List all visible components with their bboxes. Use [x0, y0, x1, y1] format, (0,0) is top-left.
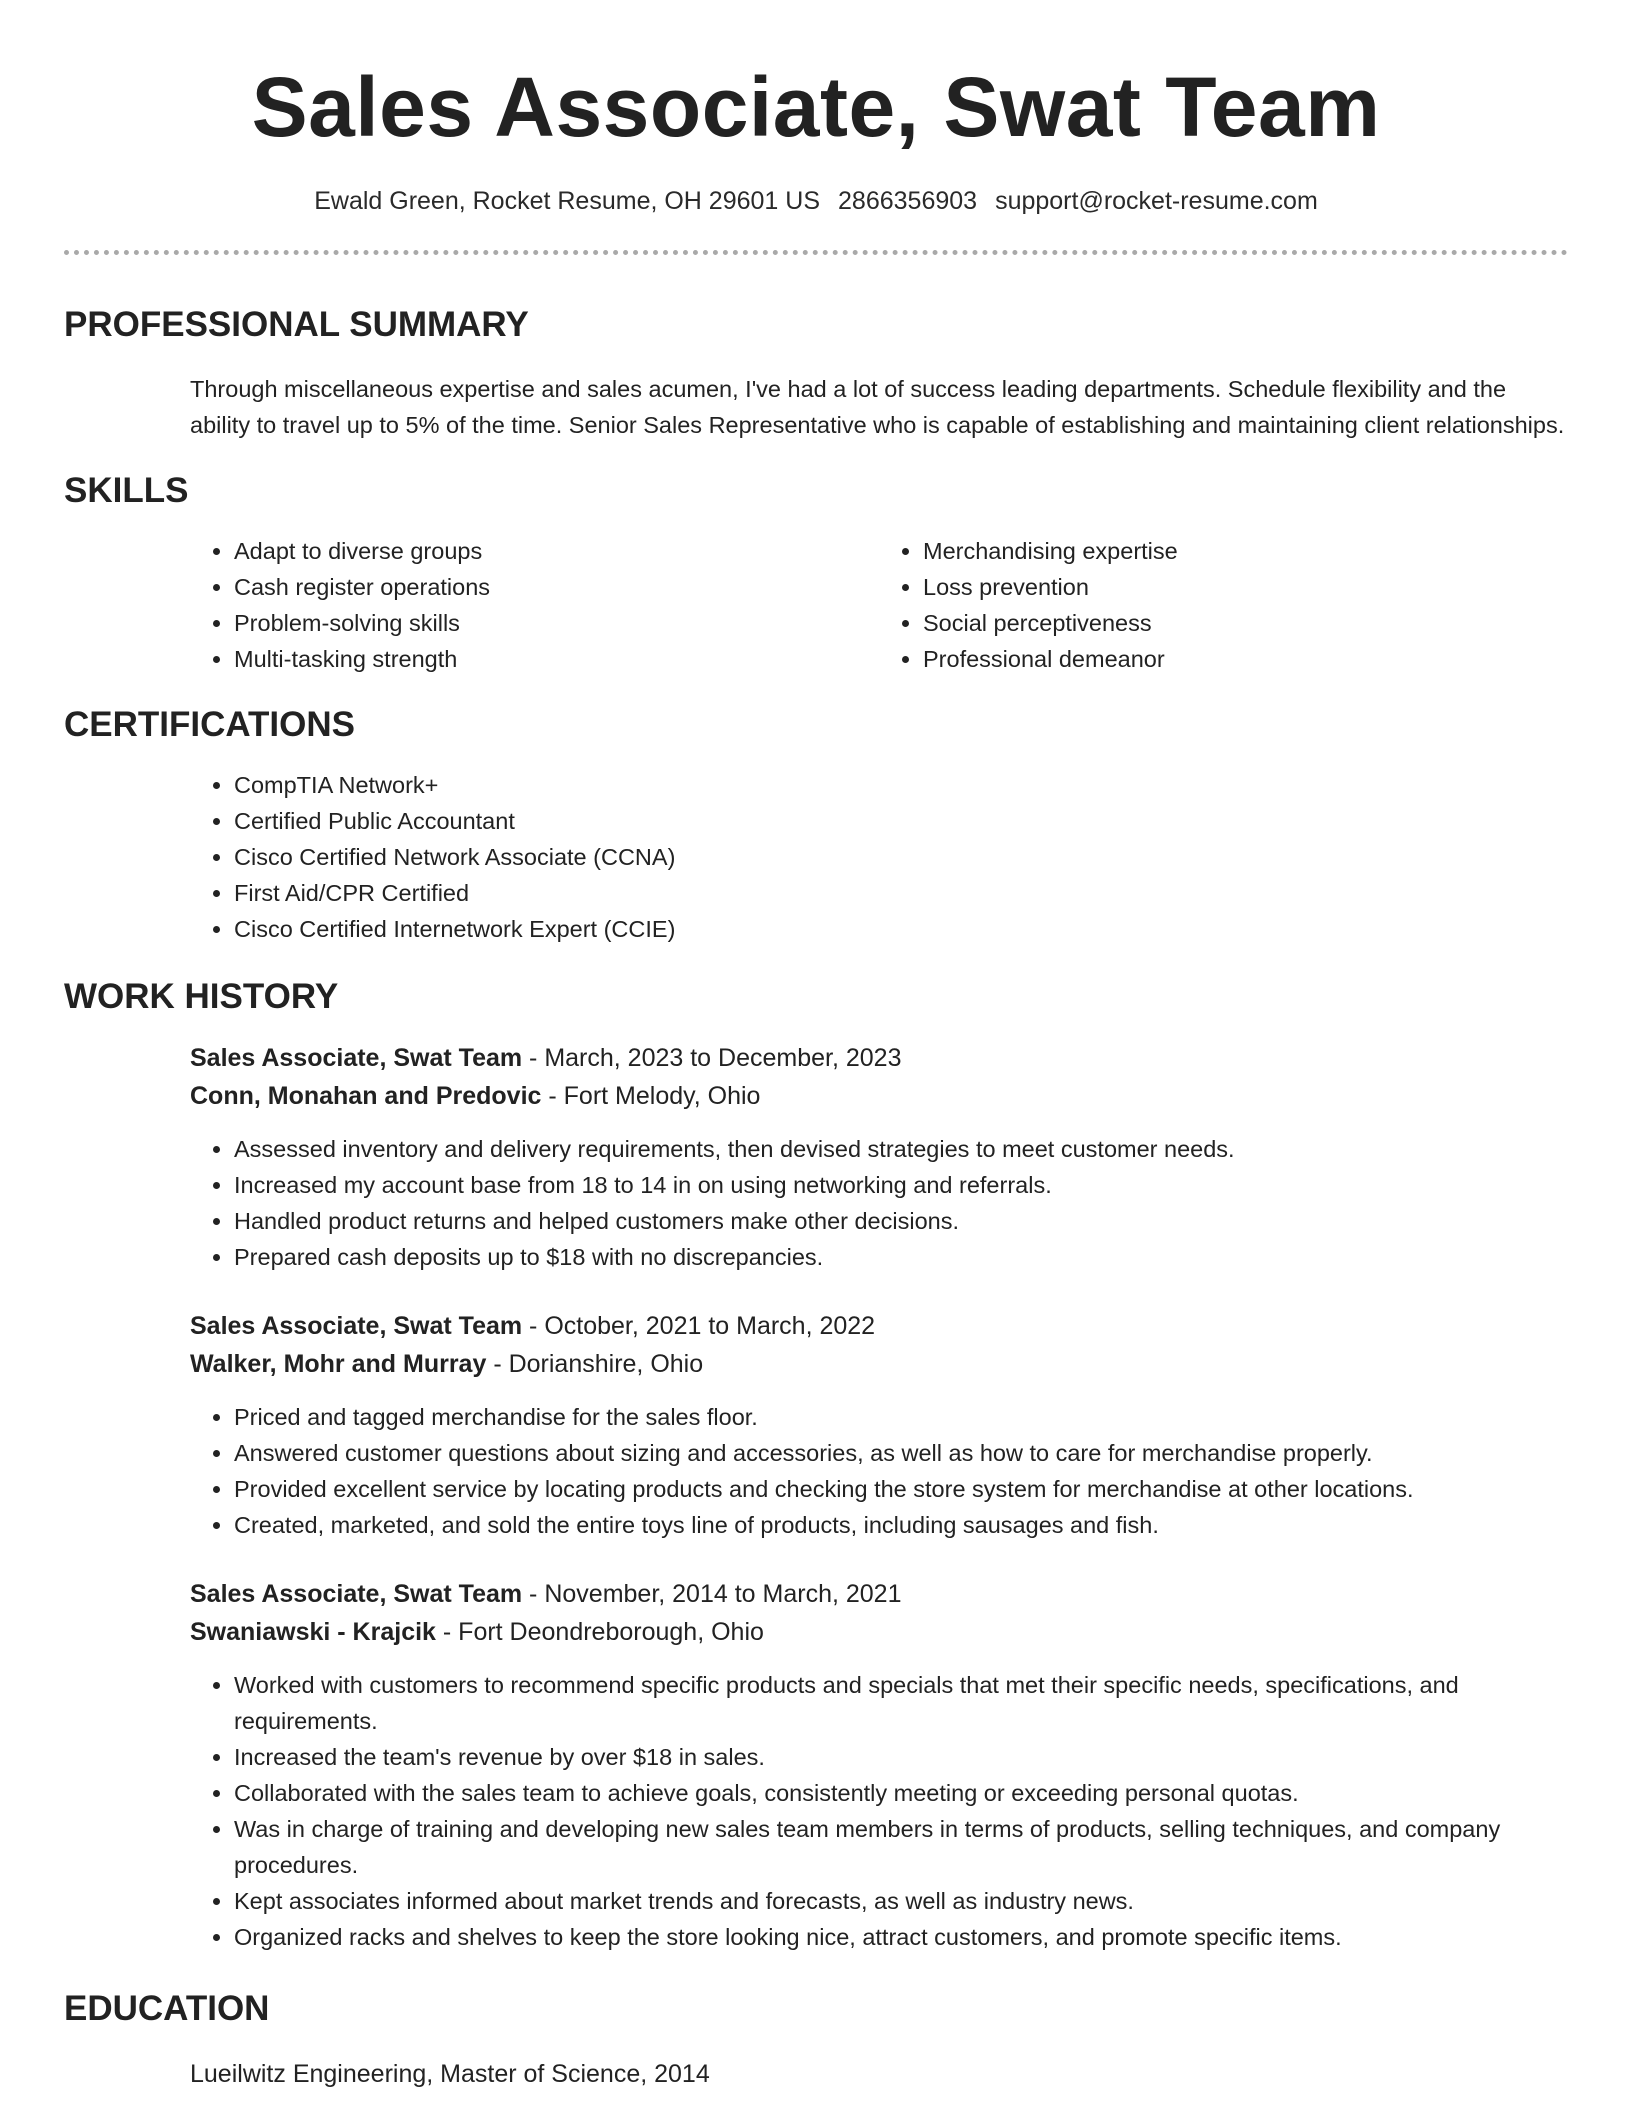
- job-bullets: [190, 1667, 1568, 1955]
- job-location: - Fort Melody, Ohio: [541, 1082, 761, 1110]
- skill-item: • Merchandising expertise: [923, 533, 1568, 569]
- job-bullet: • Handled product returns and helped customers make other decisions.: [234, 1203, 1568, 1239]
- job-title: Sales Associate, Swat Team: [190, 1580, 523, 1608]
- job-bullet: • Provided excellent service by locating products and checking the store system for merchandise at other locations.: [234, 1471, 1568, 1507]
- job-bullet: • Increased my account base from 18 to 14 in on using networking and referrals.: [234, 1167, 1568, 1203]
- education-entry: Lueilwitz Engineering, Master of Science, 2014: [190, 2060, 710, 2088]
- summary-section: [64, 303, 1568, 443]
- job-bullet: • Prepared cash deposits up to $18 with no discrepancies.: [234, 1239, 1568, 1275]
- job-title-line: [190, 1039, 1568, 1077]
- skills-heading: SKILLS: [64, 471, 189, 510]
- skill-item: • Professional demeanor: [923, 641, 1568, 677]
- summary-text: Through miscellaneous expertise and sales acumen, I've had a lot of success leading departments. Schedule flexibility and the ability to travel up to 5% of the time. Senior Sales Representative who is capable of establishing and maintaining client relationships.: [190, 376, 1565, 438]
- certification-item: • CompTIA Network+: [234, 767, 1568, 803]
- skills-list-left: [190, 533, 879, 677]
- skills-grid: [64, 533, 1568, 677]
- contact-phone: 2866356903: [838, 187, 978, 215]
- work-history-body: [64, 1039, 1568, 1955]
- job-dates: - November, 2014 to March, 2021: [522, 1580, 902, 1608]
- job-bullet: • Priced and tagged merchandise for the sales floor.: [234, 1399, 1568, 1435]
- contact-line: [64, 184, 1568, 218]
- job-company: Walker, Mohr and Murray: [190, 1350, 487, 1378]
- certification-item: • First Aid/CPR Certified: [234, 875, 1568, 911]
- job-title-line: [190, 1575, 1568, 1613]
- education-heading: EDUCATION: [64, 1989, 270, 2028]
- education-section: [64, 1987, 1568, 2093]
- job-title: Sales Associate, Swat Team: [190, 1312, 523, 1340]
- job-company-line: [190, 1345, 1568, 1383]
- job-bullet: • Collaborated with the sales team to achieve goals, consistently meeting or exceeding personal quotas.: [234, 1775, 1568, 1811]
- skill-item: • Social perceptiveness: [923, 605, 1568, 641]
- job-location: - Dorianshire, Ohio: [486, 1350, 704, 1378]
- contact-email: support@rocket-resume.com: [995, 187, 1318, 215]
- job-bullet: • Created, marketed, and sold the entire toys line of products, including sausages and fish.: [234, 1507, 1568, 1543]
- job-dates: - March, 2023 to December, 2023: [522, 1044, 902, 1072]
- job-company: Swaniawski - Krajcik: [190, 1618, 436, 1646]
- skill-item: • Loss prevention: [923, 569, 1568, 605]
- job-location: - Fort Deondreborough, Ohio: [435, 1618, 764, 1646]
- skill-item: • Problem-solving skills: [234, 605, 879, 641]
- education-body: [64, 2055, 1568, 2093]
- job-bullet: • Kept associates informed about market trends and forecasts, as well as industry news.: [234, 1883, 1568, 1919]
- job-bullet: • Was in charge of training and developing new sales team members in terms of products, selling techniques, and company procedures.: [234, 1811, 1568, 1883]
- certification-item: • Cisco Certified Network Associate (CCNA): [234, 839, 1568, 875]
- job-dates: - October, 2021 to March, 2022: [522, 1312, 876, 1340]
- job-company-line: [190, 1077, 1568, 1115]
- job-title-line: [190, 1307, 1568, 1345]
- certification-item: • Cisco Certified Internetwork Expert (CCIE): [234, 911, 1568, 947]
- job-company: Conn, Monahan and Predovic: [190, 1082, 542, 1110]
- summary-body: [64, 371, 1568, 443]
- job-bullets: [190, 1399, 1568, 1543]
- job-company-line: [190, 1613, 1568, 1651]
- certifications-body: [64, 767, 1568, 947]
- certifications-section: [64, 703, 1568, 947]
- certification-item: • Certified Public Accountant: [234, 803, 1568, 839]
- job-entry: [190, 1307, 1568, 1543]
- header-divider: [64, 250, 1568, 255]
- job-bullet: • Organized racks and shelves to keep the store looking nice, attract customers, and promote specific items.: [234, 1919, 1568, 1955]
- resume-page: [64, 0, 1568, 2112]
- skills-section: [64, 469, 1568, 677]
- job-bullet: • Worked with customers to recommend specific products and specials that met their specific needs, specifications, and requirements.: [234, 1667, 1568, 1739]
- contact-address: Ewald Green, Rocket Resume, OH 29601 US: [314, 187, 821, 215]
- job-bullet: • Increased the team's revenue by over $18 in sales.: [234, 1739, 1568, 1775]
- certifications-list: [190, 767, 1568, 947]
- job-entry: [190, 1039, 1568, 1275]
- certifications-heading: CERTIFICATIONS: [64, 705, 356, 744]
- work-history-heading: WORK HISTORY: [64, 977, 339, 1016]
- summary-heading: PROFESSIONAL SUMMARY: [64, 305, 529, 344]
- job-bullets: [190, 1131, 1568, 1275]
- job-bullet: • Answered customer questions about sizing and accessories, as well as how to care for merchandise properly.: [234, 1435, 1568, 1471]
- job-entry: [190, 1575, 1568, 1955]
- skills-list-right: [879, 533, 1568, 677]
- skill-item: • Multi-tasking strength: [234, 641, 879, 677]
- work-history-section: [64, 975, 1568, 1955]
- job-bullet: • Assessed inventory and delivery requirements, then devised strategies to meet customer needs.: [234, 1131, 1568, 1167]
- skill-item: • Adapt to diverse groups: [234, 533, 879, 569]
- skill-item: • Cash register operations: [234, 569, 879, 605]
- job-title: Sales Associate, Swat Team: [190, 1044, 523, 1072]
- resume-title: Sales Associate, Swat Team: [251, 60, 1381, 154]
